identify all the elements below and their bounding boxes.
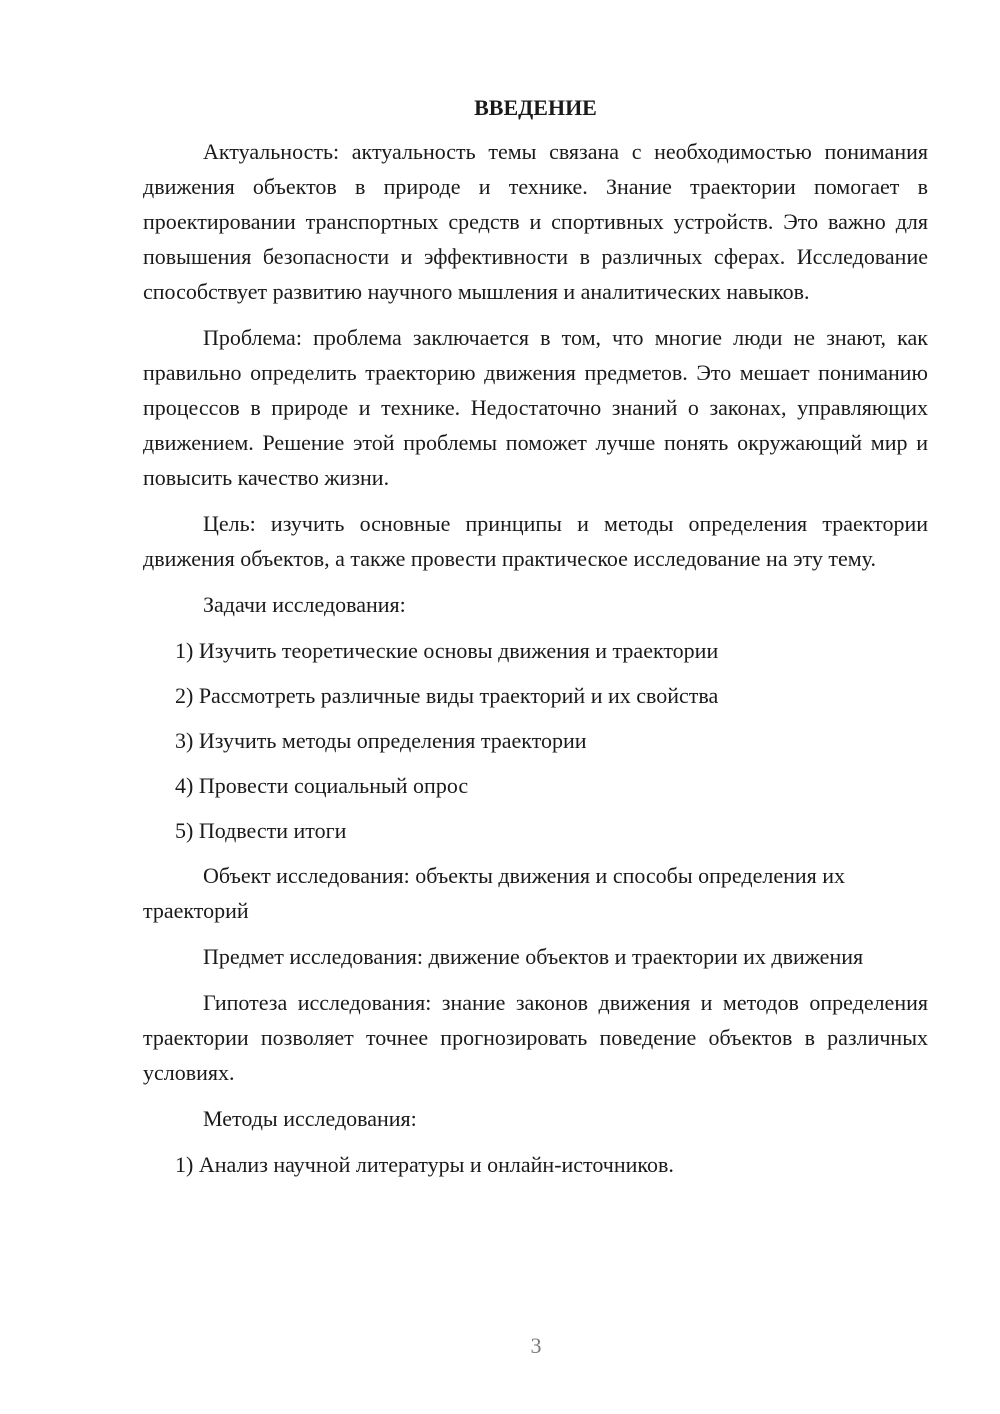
task-item-3: 3) Изучить методы определения траектории bbox=[175, 728, 587, 753]
task-item-4: 4) Провести социальный опрос bbox=[175, 773, 469, 798]
page-title: ВВЕДЕНИЕ bbox=[474, 95, 597, 120]
method-item-1: 1) Анализ научной литературы и онлайн-источников. bbox=[175, 1152, 674, 1177]
problem-paragraph: Проблема: проблема заключается в том, что многие люди не знают, как правильно определить траекторию движения предметов. Это мешает пониманию процессов в природе и технике. Недостаточно знаний о законах, управляющих движением. Решение этой проблемы поможет лучше понять окружающий мир и повысить качество жизни. bbox=[143, 325, 928, 490]
relevance-paragraph: Актуальность: актуальность темы связана с необходимостью понимания движения объектов в природе и технике. Знание траектории помогает в проектировании транспортных средств и спортивных устройств. Это важно для повышения безопасности и эффективности в различных сферах. Исследование способствует развитию научного мышления и аналитических навыков. bbox=[143, 139, 928, 304]
goal-paragraph: Цель: изучить основные принципы и методы определения траектории движения объектов, а также провести практическое исследование на эту тему. bbox=[143, 511, 928, 571]
task-item-1: 1) Изучить теоретические основы движения и траектории bbox=[175, 638, 719, 663]
hypothesis-paragraph: Гипотеза исследования: знание законов движения и методов определения траектории позволяет точнее прогнозировать поведение объектов в различных условиях. bbox=[143, 990, 928, 1085]
tasks-heading: Задачи исследования: bbox=[203, 592, 406, 617]
methods-heading: Методы исследования: bbox=[203, 1106, 417, 1131]
document-page bbox=[143, 90, 928, 1192]
page-number: 3 bbox=[530, 1333, 542, 1358]
task-item-2: 2) Рассмотреть различные виды траекторий и их свойства bbox=[175, 683, 719, 708]
subject-paragraph: Предмет исследования: движение объектов и траектории их движения bbox=[203, 944, 864, 969]
task-item-5: 5) Подвести итоги bbox=[175, 818, 347, 843]
object-paragraph: Объект исследования: объекты движения и способы определения их траекторий bbox=[143, 863, 846, 923]
